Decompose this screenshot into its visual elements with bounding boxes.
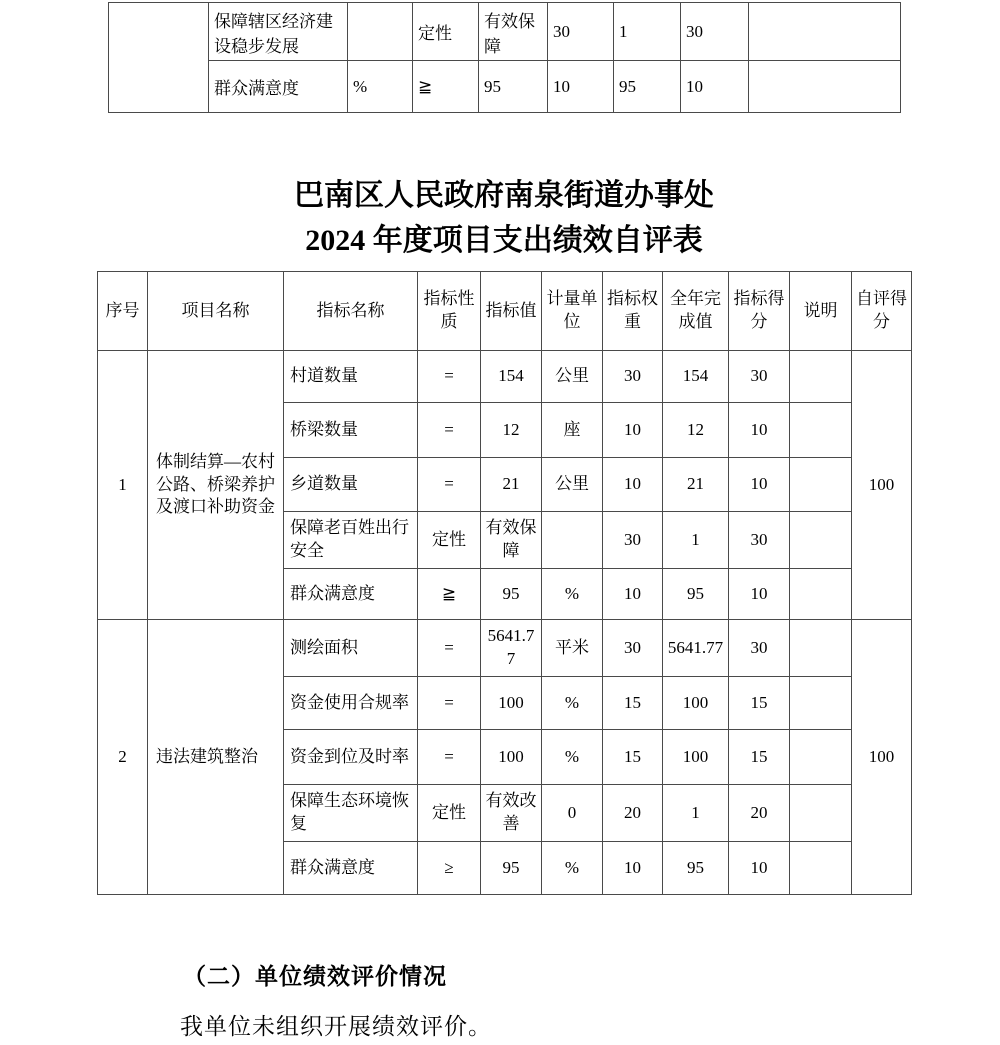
header-cell-weight: 指标权重 [603,272,663,351]
header-cell-self-score: 自评得分 [852,272,912,351]
cell-unit: 公里 [542,351,603,403]
cell-actual: 1 [663,512,729,569]
cell-self-score: 100 [852,620,912,895]
cell-indicator-name: 保障生态环境恢复 [284,785,418,842]
cell-nature: = [418,403,481,458]
cell-project-name: 体制结算—农村公路、桥梁养护及渡口补助资金 [148,351,284,620]
cell-weight: 10 [603,403,663,458]
cell-value: 有效保障 [481,512,542,569]
cell-note [790,730,852,785]
cell-nature: ≥ [418,842,481,895]
cell-nature: = [418,458,481,512]
cell-actual: 1 [663,785,729,842]
cell-score: 10 [729,458,790,512]
cell-value: 95 [481,842,542,895]
cell-weight: 10 [603,842,663,895]
cell-unit: 0 [542,785,603,842]
cell-value: 100 [481,677,542,730]
cell-score: 10 [681,61,749,113]
header-cell-note: 说明 [790,272,852,351]
cell-actual: 95 [663,569,729,620]
cell-note [790,677,852,730]
header-cell-actual: 全年完成值 [663,272,729,351]
cell-actual: 100 [663,730,729,785]
cell-indicator-name: 群众满意度 [209,61,348,113]
cell-value: 5641.77 [481,620,542,677]
cell-weight: 15 [603,730,663,785]
cell-note [790,512,852,569]
cell-weight: 20 [603,785,663,842]
cell-nature: = [418,730,481,785]
cell-value: 有效改善 [481,785,542,842]
cell-indicator-name: 测绘面积 [284,620,418,677]
cell-indicator-name: 资金到位及时率 [284,730,418,785]
table-row [98,620,912,677]
cell-actual: 12 [663,403,729,458]
cell-score: 30 [729,351,790,403]
cell-value: 154 [481,351,542,403]
cell-weight: 30 [603,512,663,569]
cell-project-name: 违法建筑整治 [148,620,284,895]
cell-note [790,620,852,677]
cell-score: 30 [729,512,790,569]
cell-note [790,842,852,895]
cell-nature: = [418,351,481,403]
cell-unit: % [542,569,603,620]
header-cell-unit: 计量单位 [542,272,603,351]
cell-unit [348,3,413,61]
header-cell-project-name: 项目名称 [148,272,284,351]
cell-unit: 平米 [542,620,603,677]
cell-note [749,3,901,61]
table-row [98,351,912,403]
cell-unit: 座 [542,403,603,458]
header-row [98,272,912,351]
title-line-2: 2024 年度项目支出绩效自评表 [305,224,703,257]
cell-weight: 15 [603,677,663,730]
cell-value: 95 [481,569,542,620]
section-heading: （二）单位绩效评价情况 [183,964,447,989]
cell-value: 21 [481,458,542,512]
cell-actual: 154 [663,351,729,403]
cell-score: 30 [729,620,790,677]
section-body-text: 我单位未组织开展绩效评价。 [180,1014,492,1039]
cell-weight: 30 [603,620,663,677]
cell-unit: 公里 [542,458,603,512]
cell-indicator-name: 村道数量 [284,351,418,403]
cell-nature: = [418,620,481,677]
cell-actual: 95 [614,61,681,113]
cell-weight: 30 [603,351,663,403]
cell-nature: ≧ [418,569,481,620]
cell-nature: 定性 [418,512,481,569]
header-cell-score: 指标得分 [729,272,790,351]
cell-score: 20 [729,785,790,842]
cell-actual: 95 [663,842,729,895]
cell-note [790,403,852,458]
cell-actual: 21 [663,458,729,512]
cell-value: 12 [481,403,542,458]
cell-weight: 10 [548,61,614,113]
cell-nature: 定性 [418,785,481,842]
header-cell-serial: 序号 [98,272,148,351]
cell-weight: 10 [603,458,663,512]
table-row [109,3,901,61]
cell-serial: 2 [98,620,148,895]
top-fragment-table [108,2,901,113]
cell-value: 有效保障 [479,3,548,61]
cell-unit: % [542,677,603,730]
cell-serial: 1 [98,351,148,620]
header-cell-nature: 指标性质 [418,272,481,351]
cell-indicator-name: 群众满意度 [284,569,418,620]
title-line-1: 巴南区人民政府南泉街道办事处 [294,179,714,212]
cell-actual: 1 [614,3,681,61]
cell-note [790,458,852,512]
cell-actual: 5641.77 [663,620,729,677]
cell-note [749,61,901,113]
cell-score: 30 [681,3,749,61]
self-evaluation-table [97,271,912,895]
table-row [109,61,901,113]
cell-unit: % [348,61,413,113]
cell-indicator-name: 资金使用合规率 [284,677,418,730]
cell-note [790,569,852,620]
document-title [97,180,911,257]
cell-score: 15 [729,677,790,730]
header-cell-value: 指标值 [481,272,542,351]
cell-score: 10 [729,842,790,895]
cell-value: 95 [479,61,548,113]
cell-nature: 定性 [413,3,479,61]
cell-project-name [109,3,209,113]
cell-value: 100 [481,730,542,785]
cell-note [790,785,852,842]
cell-indicator-name: 乡道数量 [284,458,418,512]
cell-score: 10 [729,403,790,458]
cell-indicator-name: 保障老百姓出行安全 [284,512,418,569]
cell-nature: = [418,677,481,730]
cell-score: 15 [729,730,790,785]
cell-unit: % [542,842,603,895]
cell-nature: ≧ [413,61,479,113]
cell-unit: % [542,730,603,785]
cell-weight: 30 [548,3,614,61]
cell-indicator-name: 群众满意度 [284,842,418,895]
cell-self-score: 100 [852,351,912,620]
cell-note [790,351,852,403]
cell-actual: 100 [663,677,729,730]
cell-score: 10 [729,569,790,620]
cell-unit [542,512,603,569]
cell-weight: 10 [603,569,663,620]
cell-indicator-name: 保障辖区经济建设稳步发展 [209,3,348,61]
cell-indicator-name: 桥梁数量 [284,403,418,458]
header-cell-indicator-name: 指标名称 [284,272,418,351]
